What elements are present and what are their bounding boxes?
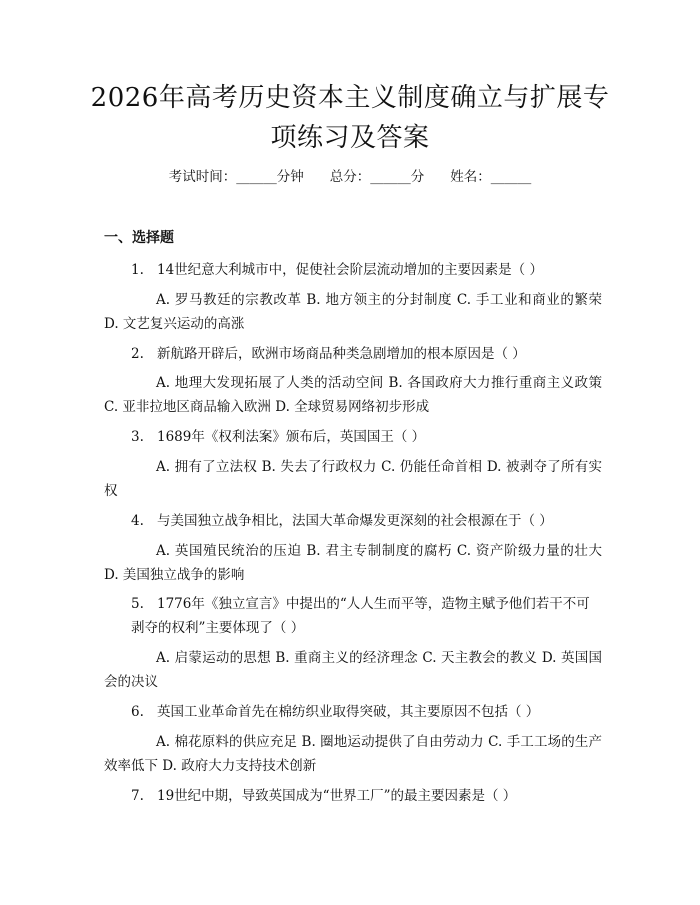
name-blank: ______ [490, 169, 532, 185]
name-label: 姓名： [450, 169, 491, 185]
question-text: 19世纪中期，导致英国成为“世界工厂”的最主要因素是（ ） [157, 788, 517, 804]
section-title: 一、选择题 [104, 230, 174, 246]
title-line-2: 项练习及答案 [270, 123, 430, 153]
question-options: A. 启蒙运动的思想 B. 重商主义的经济理念 C. 天主教会的教义 D. 英国国会的决议 [104, 650, 602, 690]
question-number: 5. [131, 596, 144, 612]
question-text: 英国工业革命首先在棉纺织业取得突破，其主要原因不包括（ ） [157, 704, 540, 720]
question-options: A. 地理大发现拓展了人类的活动空间 B. 各国政府大力推行重商主义政策 C. 亚非拉地区商品输入欧洲 D. 全球贸易网络初步形成 [104, 375, 602, 415]
question-stem [131, 700, 601, 724]
question-number: 1. [131, 262, 144, 278]
time-blank: ______ [236, 169, 277, 185]
question-stem [131, 258, 601, 282]
question-number: 6. [131, 704, 144, 720]
score-unit: 分 [410, 169, 425, 185]
question-number: 3. [131, 429, 144, 445]
question-options: A. 拥有了立法权 B. 失去了行政权力 C. 仍能任命首相 D. 被剥夺了所有实权 [104, 459, 602, 499]
question-options: A. 罗马教廷的宗教改革 B. 地方领主的分封制度 C. 手工业和商业的繁荣 D. 文艺复兴运动的高涨 [104, 292, 602, 332]
document-title [60, 78, 640, 158]
question-stem [131, 592, 601, 640]
question-text: 新航路开辟后，欧洲市场商品种类急剧增加的根本原因是（ ） [157, 346, 526, 362]
exam-meta [0, 167, 700, 187]
question-stem [131, 342, 601, 366]
question-number: 2. [131, 346, 144, 362]
time-label: 考试时间： [168, 169, 237, 185]
question-text: 1776年《独立宣言》中提出的“人人生而平等，造物主赋予他们若干不可剥夺的权利”主要体现了（ ） [131, 596, 590, 636]
question-stem [131, 425, 601, 449]
title-line-1: 2026年高考历史资本主义制度确立与扩展专 [90, 83, 610, 113]
question-number: 4. [131, 513, 144, 529]
question-text: 14世纪意大利城市中，促使社会阶层流动增加的主要因素是（ ） [157, 262, 543, 278]
score-blank: ______ [370, 169, 411, 185]
question-stem [131, 784, 601, 808]
time-unit: 分钟 [276, 169, 304, 185]
question-options: A. 英国殖民统治的压迫 B. 君主专制制度的腐朽 C. 资产阶级力量的壮大 D. 美国独立战争的影响 [104, 543, 602, 583]
question-text: 与美国独立战争相比，法国大革命爆发更深刻的社会根源在于（ ） [157, 513, 553, 529]
score-label: 总分： [329, 169, 371, 185]
question-options: A. 棉花原料的供应充足 B. 圈地运动提供了自由劳动力 C. 手工工场的生产效率低下 D. 政府大力支持技术创新 [104, 734, 602, 774]
question-text: 1689年《权利法案》颁布后，英国国王（ ） [157, 429, 426, 445]
question-stem [131, 509, 601, 533]
question-number: 7. [131, 788, 144, 804]
